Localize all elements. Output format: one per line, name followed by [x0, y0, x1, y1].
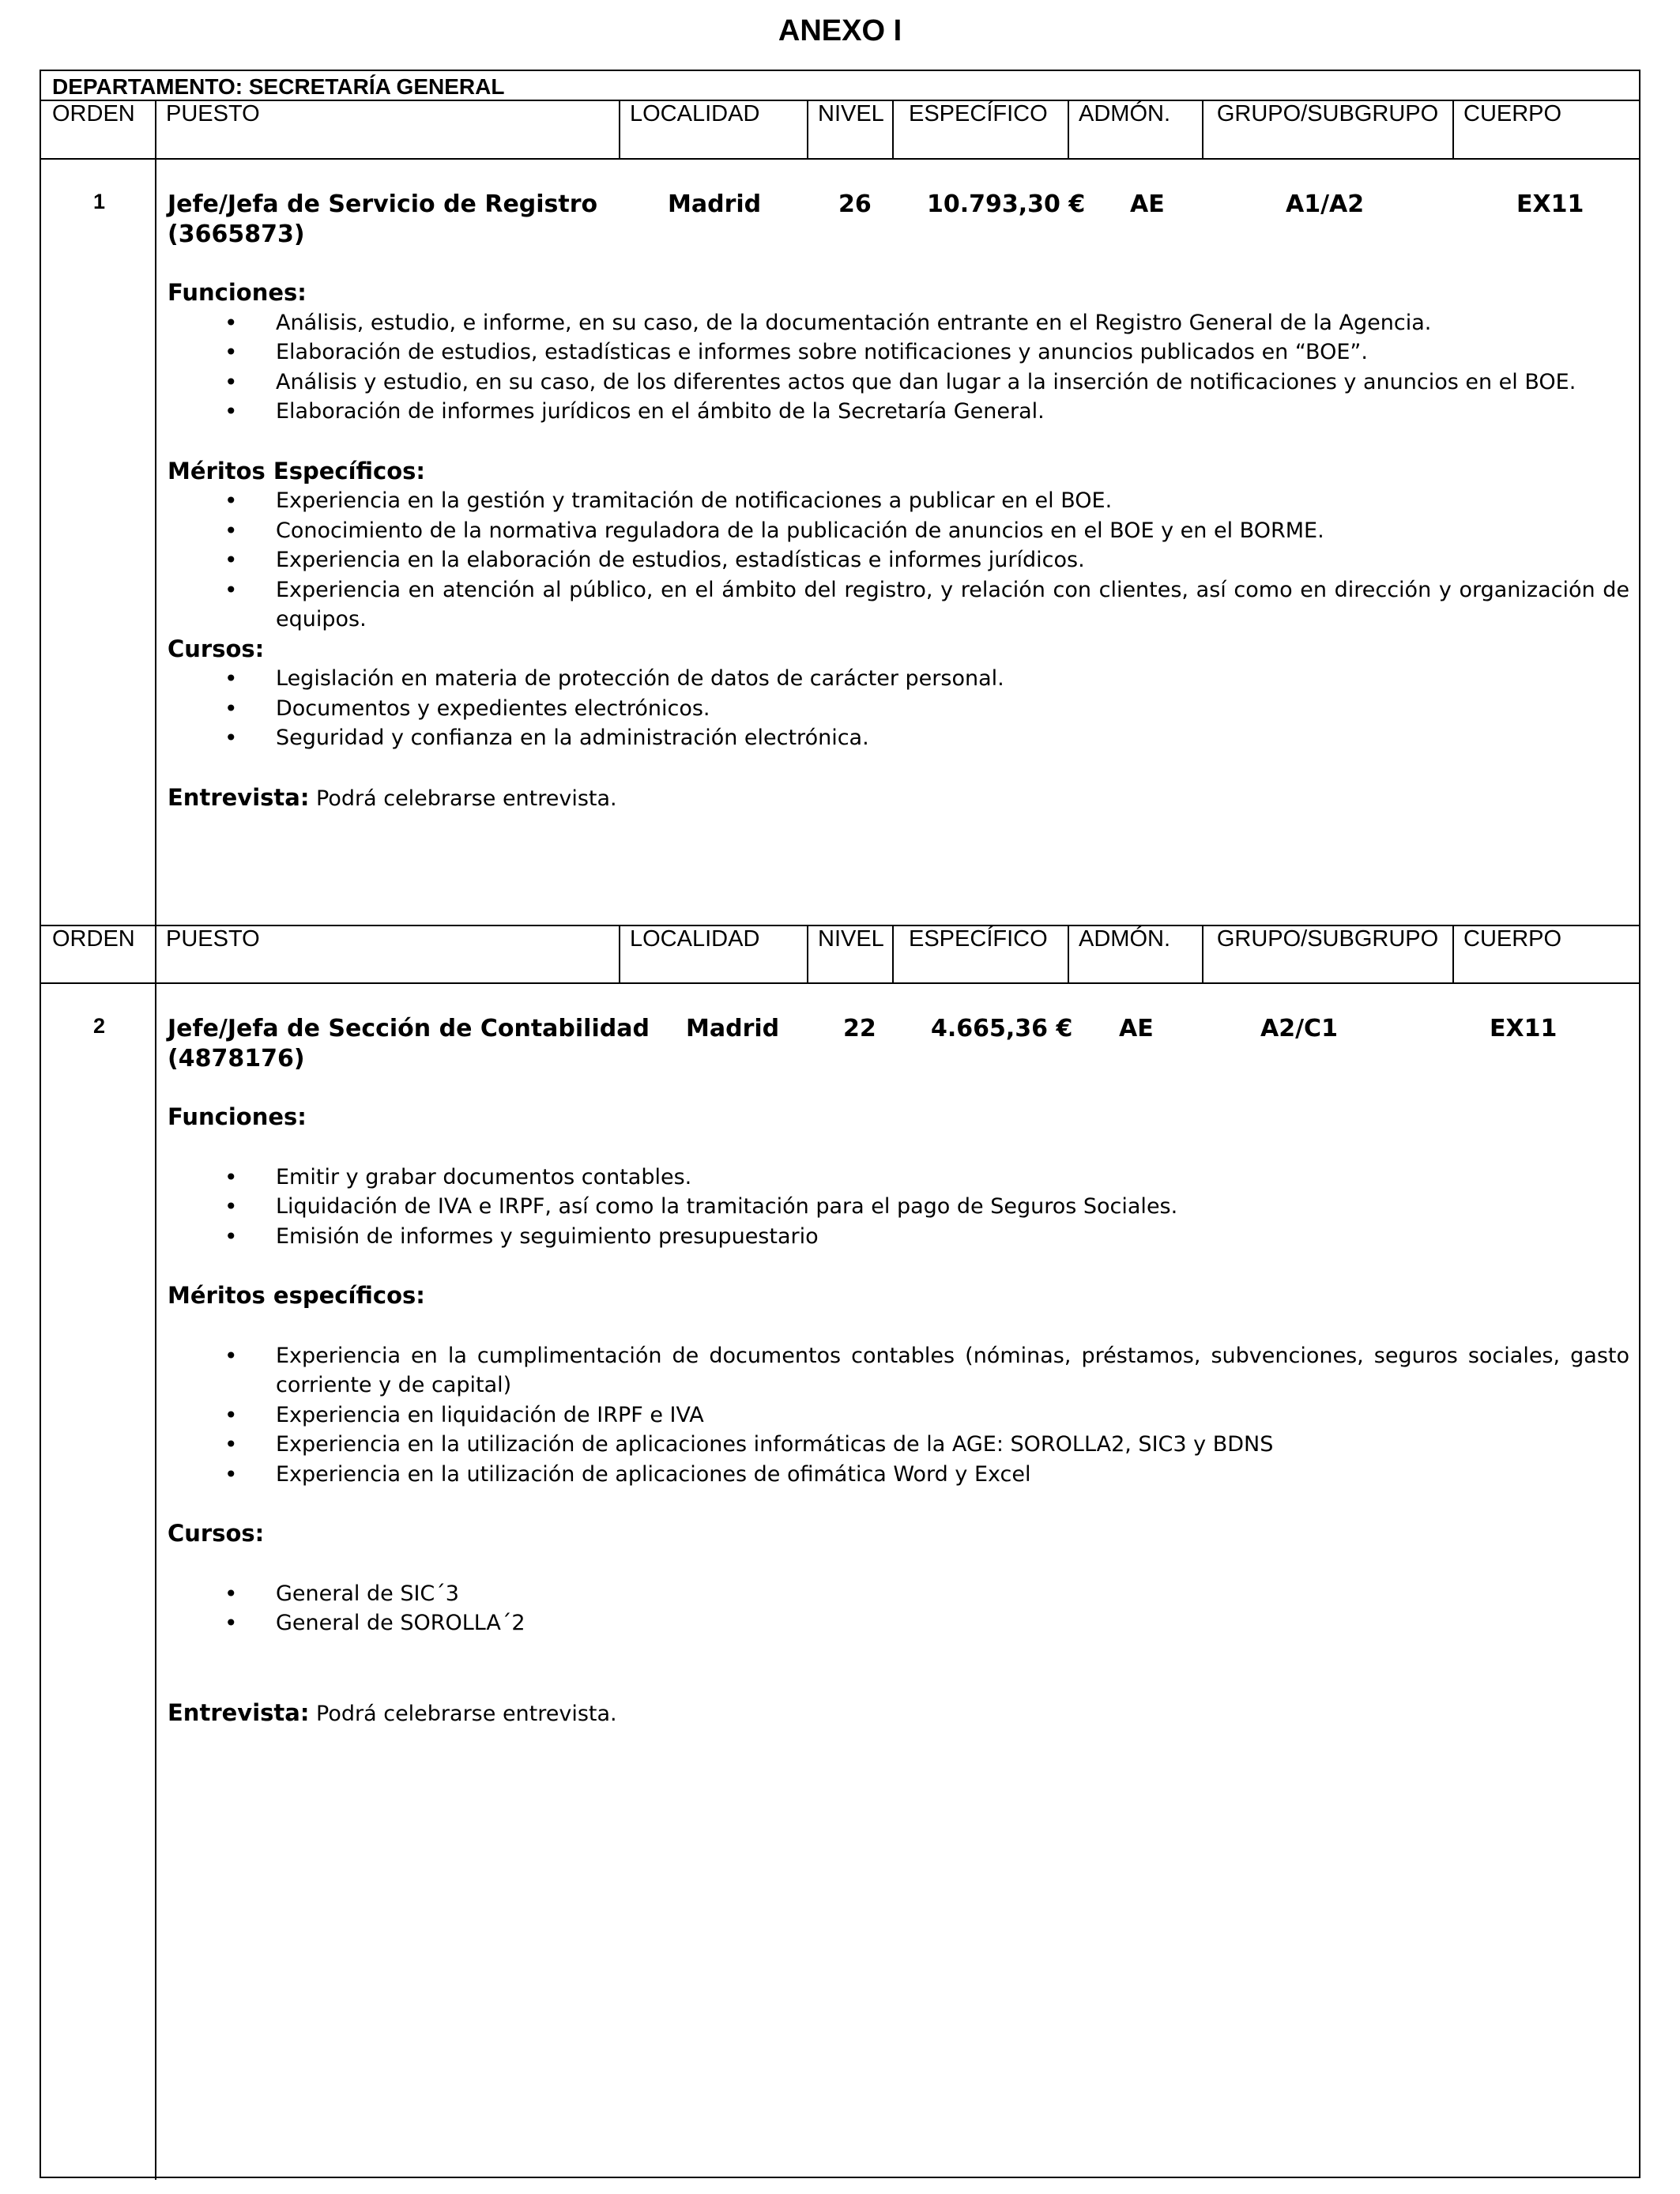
- puesto-code: (3665873): [168, 221, 305, 248]
- entrevista-text: Podrá celebrarse entrevista.: [309, 1701, 617, 1726]
- header-cuerpo: CUERPO: [1463, 926, 1562, 952]
- position-block: [168, 190, 1629, 813]
- localidad-value: Madrid: [686, 1015, 780, 1042]
- page-title: ANEXO I: [778, 14, 902, 47]
- column-divider: [892, 100, 894, 158]
- entrevista-line: [168, 1698, 1629, 1729]
- puesto-code: (4878176): [168, 1045, 305, 1072]
- department-header: DEPARTAMENTO: SECRETARÍA GENERAL: [52, 74, 505, 99]
- header-orden: ORDEN: [52, 926, 135, 952]
- cursos-list: [168, 664, 1629, 753]
- grupo-value: A1/A2: [1286, 190, 1365, 218]
- cursos-heading: Cursos:: [168, 635, 265, 662]
- header-localidad: LOCALIDAD: [630, 101, 760, 126]
- header-orden: ORDEN: [52, 101, 135, 126]
- header-cuerpo: CUERPO: [1463, 101, 1562, 126]
- especifico-value: 4.665,36 €: [931, 1015, 1073, 1042]
- puesto-title: Jefe/Jefa de Sección de Contabilidad: [168, 1015, 650, 1042]
- entrevista-text: Podrá celebrarse entrevista.: [309, 786, 617, 811]
- column-divider: [807, 925, 808, 982]
- orden-number: 2: [93, 1014, 106, 1038]
- list-item: • Experiencia en la utilización de aplicaciones de ofimática Word y Excel: [168, 1460, 1629, 1490]
- cursos-list: [168, 1579, 1629, 1638]
- cuerpo-value: EX11: [1516, 190, 1584, 218]
- list-item: • Experiencia en la gestión y tramitación de notificaciones a publicar en el BOE.: [168, 486, 1629, 516]
- puesto-title: Jefe/Jefa de Servicio de Registro: [168, 190, 598, 218]
- entrevista-label: Entrevista:: [168, 1698, 310, 1726]
- header-admon: ADMÓN.: [1079, 926, 1170, 952]
- list-item: • Análisis y estudio, en su caso, de los diferentes actos que dan lugar a la inserción de notificaciones y anuncios en el BOE.: [168, 368, 1629, 398]
- column-divider: [1068, 100, 1069, 158]
- table-divider: [41, 158, 1639, 160]
- header-puesto: PUESTO: [166, 926, 260, 952]
- list-item: • Conocimiento de la normativa reguladora de la publicación de anuncios en el BOE y en el BORME.: [168, 516, 1629, 546]
- funciones-heading: Funciones:: [168, 1103, 307, 1130]
- list-item: • Experiencia en la elaboración de estudios, estadísticas e informes jurídicos.: [168, 545, 1629, 575]
- list-item: • Legislación en materia de protección de datos de carácter personal.: [168, 664, 1629, 694]
- meritos-list: [168, 486, 1629, 635]
- column-divider: [1452, 100, 1454, 158]
- vacancy-table: [40, 70, 1640, 2178]
- list-item: • Elaboración de informes jurídicos en el ámbito de la Secretaría General.: [168, 397, 1629, 427]
- list-item: • Seguridad y confianza en la administración electrónica.: [168, 723, 1629, 753]
- nivel-value: 22: [843, 1015, 876, 1042]
- cuerpo-value: EX11: [1490, 1015, 1558, 1042]
- list-item: • Emisión de informes y seguimiento presupuestario: [168, 1222, 1629, 1252]
- header-grupo: GRUPO/SUBGRUPO: [1216, 101, 1439, 126]
- column-divider: [807, 100, 808, 158]
- list-item: • Documentos y expedientes electrónicos.: [168, 694, 1629, 724]
- header-admon: ADMÓN.: [1079, 101, 1170, 126]
- list-item: • General de SIC´3: [168, 1579, 1629, 1609]
- orden-number: 1: [93, 190, 106, 213]
- funciones-heading: Funciones:: [168, 279, 307, 306]
- meritos-list: [168, 1341, 1629, 1490]
- column-divider: [619, 100, 620, 158]
- header-grupo: GRUPO/SUBGRUPO: [1216, 926, 1439, 952]
- list-item: • Experiencia en liquidación de IRPF e IVA: [168, 1400, 1629, 1431]
- list-item: • General de SOROLLA´2: [168, 1608, 1629, 1638]
- especifico-value: 10.793,30 €: [927, 190, 1086, 218]
- list-item: • Experiencia en atención al público, en el ámbito del registro, y relación con clientes, así como en dirección y organización de equipos.: [168, 575, 1629, 635]
- position-row: [168, 190, 1629, 220]
- meritos-heading: Méritos Específicos:: [168, 457, 426, 484]
- funciones-list: [168, 308, 1629, 427]
- meritos-heading: Méritos específicos:: [168, 1282, 425, 1309]
- list-item: • Emitir y grabar documentos contables.: [168, 1163, 1629, 1193]
- list-item: • Liquidación de IVA e IRPF, así como la tramitación para el pago de Seguros Sociales.: [168, 1192, 1629, 1222]
- column-divider: [1068, 925, 1069, 982]
- header-especifico: ESPECÍFICO: [909, 101, 1048, 126]
- list-item: • Experiencia en la cumplimentación de documentos contables (nóminas, préstamos, subvenciones, seguros sociales, gasto corriente y de capital): [168, 1341, 1629, 1400]
- header-nivel: NIVEL: [818, 926, 884, 952]
- position-row: [168, 1014, 1629, 1044]
- position-block: [168, 1014, 1629, 1728]
- header-puesto: PUESTO: [166, 101, 260, 126]
- header-especifico: ESPECÍFICO: [909, 926, 1048, 952]
- column-divider: [892, 925, 894, 982]
- table-divider: [41, 982, 1639, 984]
- header-localidad: LOCALIDAD: [630, 926, 760, 952]
- localidad-value: Madrid: [668, 190, 762, 218]
- column-divider: [1452, 925, 1454, 982]
- admon-value: AE: [1119, 1015, 1154, 1042]
- admon-value: AE: [1130, 190, 1165, 218]
- entrevista-line: [168, 783, 1629, 814]
- nivel-value: 26: [838, 190, 872, 218]
- column-divider: [619, 925, 620, 982]
- cursos-heading: Cursos:: [168, 1520, 265, 1547]
- funciones-list: [168, 1163, 1629, 1252]
- list-item: • Análisis, estudio, e informe, en su caso, de la documentación entrante en el Registro General de la Agencia.: [168, 308, 1629, 338]
- grupo-value: A2/C1: [1260, 1015, 1338, 1042]
- list-item: • Experiencia en la utilización de aplicaciones informáticas de la AGE: SOROLLA2, SIC3 y BDNS: [168, 1430, 1629, 1460]
- entrevista-label: Entrevista:: [168, 783, 310, 811]
- header-nivel: NIVEL: [818, 101, 884, 126]
- orden-column-divider: [155, 100, 156, 2180]
- list-item: • Elaboración de estudios, estadísticas e informes sobre notificaciones y anuncios publicados en “BOE”.: [168, 337, 1629, 368]
